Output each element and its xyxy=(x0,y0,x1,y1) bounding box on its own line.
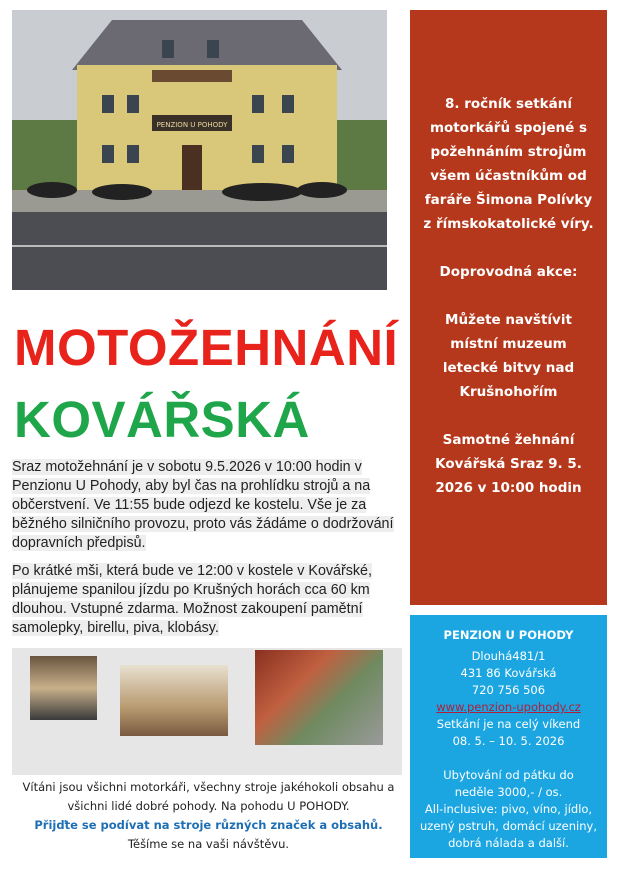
footer-invite: Přijďte se podívat na stroje různých značek a obsahů. xyxy=(34,818,383,832)
phone: 720 756 506 xyxy=(471,683,546,697)
photo-strip xyxy=(12,648,402,775)
museum-info: Můžete navštívit místní muzeum letecké bitvy nad Krušnohořím xyxy=(442,312,575,400)
footer-welcome: Vítáni jsou všichni motorkáři, všechny stroje jakéhokoli obsahu a všichni lidé dobré pohody. Na pohodu U POHODY. xyxy=(22,780,395,813)
address-street: Dlouhá481/1 xyxy=(471,649,546,663)
program-paragraph: Po krátké mši, která bude ve 12:00 v kostele v Kovářské, plánujeme spanilou jízdu po Krušných horách cca 60 km dlouhou. Vstupné zdarma. Možnost zakoupení pamětní samolepky, birellu, piva, klobásy. xyxy=(12,563,372,636)
weekend-note: Setkání je na celý víkend xyxy=(436,717,581,731)
title-line-2: KOVÁŘSKÁ xyxy=(14,391,310,448)
pension-photo xyxy=(12,10,387,290)
footer xyxy=(12,778,405,854)
church-interior-photo xyxy=(120,665,228,736)
event-description: 8. ročník setkání motorkářů spojené s požehnáním strojům všem účastníkům od faráře Šimona Polívky z římskokatolické víry. xyxy=(423,96,594,232)
website-link[interactable]: www.penzion-upohody.cz xyxy=(436,700,581,714)
intro-paragraph: Sraz motožehnání je v sobotu 9.5.2026 v 10:00 hodin v Penzionu U Pohody, aby byl čas na prohlídku strojů a na občerstvení. Ve 11:55 bude odjezd ke kostelu. Vše je za běžného silničního provozu, proto vás žádáme o dodržování dopravních předpisů. xyxy=(12,459,394,551)
pension-name: PENZION U POHODY xyxy=(443,628,574,642)
blessing-time: Samotné žehnání Kovářská Sraz 9. 5. 2026 v 10:00 hodin xyxy=(435,432,582,496)
dates: 08. 5. – 10. 5. 2026 xyxy=(452,734,565,748)
pension-contact-box xyxy=(410,615,607,858)
address-city: 431 86 Kovářská xyxy=(460,666,557,680)
motorcycle-photo xyxy=(30,656,97,720)
pension-sign: PENZION U POHODY xyxy=(156,121,228,129)
footer-closing: Těšíme se na vaši návštěvu. xyxy=(127,837,290,851)
event-photo xyxy=(255,650,383,745)
lodging-price: Ubytování od pátku do neděle 3000,- / os. xyxy=(443,768,574,799)
side-event-heading: Doprovodná akce: xyxy=(439,264,578,280)
all-inclusive: All-inclusive: pivo, víno, jídlo, uzený pstruh, domácí uzeniny, dobrá nálada a další. xyxy=(420,802,597,850)
title-line-1: MOTOŽEHNÁNÍ xyxy=(14,319,399,376)
event-info-box xyxy=(410,10,607,605)
